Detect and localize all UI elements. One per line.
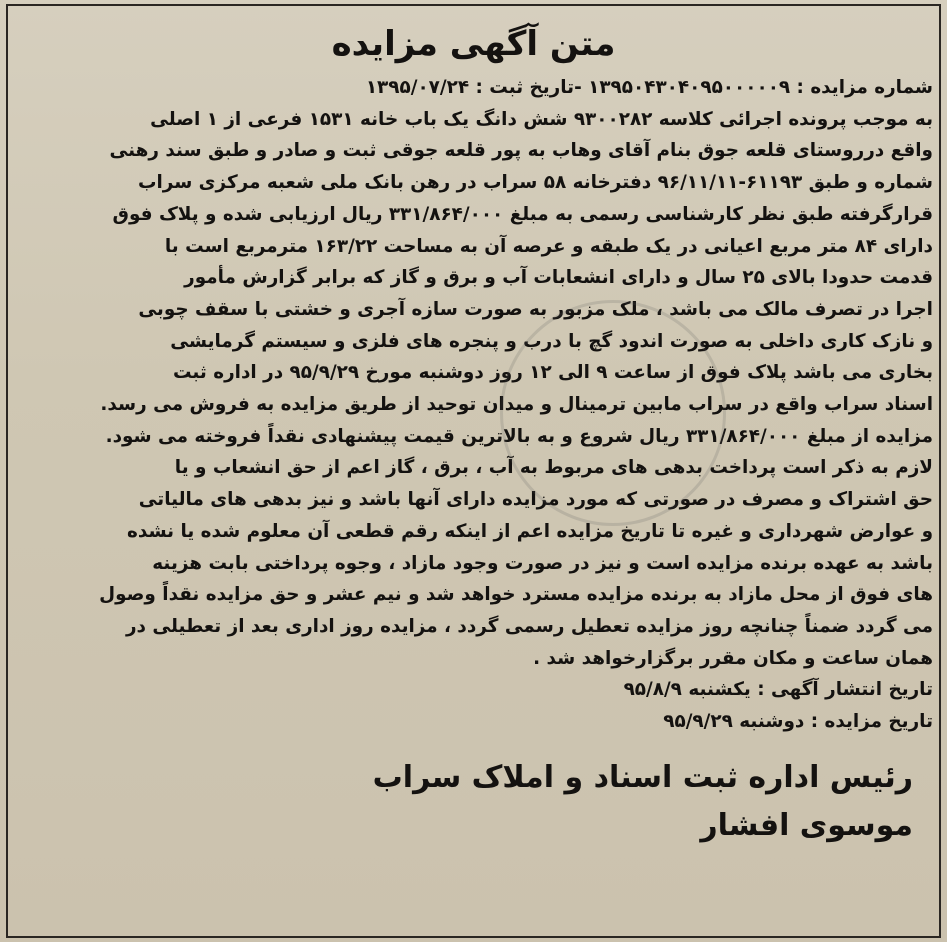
body-line: می گردد ضمناً چنانچه روز مزایده تعطیل رسمی گردد ، مزایده روز اداری بعد از تعطیلی در xyxy=(125,615,933,637)
body-line: همان ساعت و مکان مقرر برگزارخواهد شد . xyxy=(533,647,933,669)
signature-office: رئیس اداره ثبت اسناد و املاک سراب xyxy=(372,759,913,795)
publish-date-line: تاریخ انتشار آگهی : یکشنبه ۹۵/۸/۹ xyxy=(623,679,933,701)
body-line: و نازک کاری داخلی به صورت اندود گچ با درب و پنجره های فلزی و سیستم گرمایشی xyxy=(170,330,933,352)
body-line: باشد به عهده برنده مزایده است و نیز در صورت وجود مازاد ، وجوه پرداختی بابت هزینه xyxy=(152,552,933,574)
body-line: مزایده از مبلغ ۳۳۱/۸۶۴/۰۰۰ ریال شروع و به بالاترین قیمت پیشنهادی نقداً فروخته می شود. xyxy=(105,425,933,447)
body-line: به موجب پرونده اجرائی کلاسه ۹۳۰۰۲۸۲ شش دانگ یک باب خانه ۱۵۳۱ فرعی از ۱ اصلی xyxy=(150,108,933,130)
notice-title: متن آگهی مزایده xyxy=(331,24,616,64)
body-line: حق اشتراک و مصرف در صورتی که مورد مزایده دارای آنها باشد و نیز بدهی های مالیاتی xyxy=(138,489,933,511)
notice-body xyxy=(14,72,933,738)
signature-name: موسوی افشار xyxy=(700,807,913,843)
body-line: لازم به ذکر است پرداخت بدهی های مربوط به آب ، برق ، گاز اعم از حق انشعاب و یا xyxy=(174,457,933,479)
body-line: و عوارض شهرداری و غیره تا تاریخ مزایده اعم از اینکه رقم قطعی آن معلوم شده یا نشده xyxy=(126,520,933,542)
signature-block xyxy=(14,754,933,850)
body-line: قرارگرفته طبق نظر کارشناسی رسمی به مبلغ ۳۳۱/۸۶۴/۰۰۰ ریال ارزیابی شده و پلاک فوق xyxy=(112,203,933,225)
body-line: اسناد سراب واقع در سراب مابین ترمینال و میدان توحید از طریق مزایده به فروش می رسد. xyxy=(100,394,933,416)
auction-number-line: شماره مزایده : ۱۳۹۵۰۴۳۰۴۰۹۵۰۰۰۰۰۹ -تاریخ ثبت : ۱۳۹۵/۰۷/۲۴ xyxy=(365,77,933,98)
body-line: اجرا در تصرف مالک می باشد ، ملک مزبور به صورت سازه آجری و خشتی با سقف چوبی xyxy=(138,298,933,320)
body-line: بخاری می باشد پلاک فوق از ساعت ۹ الی ۱۲ روز دوشنبه مورخ ۹۵/۹/۲۹ در اداره ثبت xyxy=(172,362,933,384)
body-line: قدمت حدودا بالای ۲۵ سال و دارای انشعابات آب و برق و گاز که برابر گزارش مأمور xyxy=(184,267,933,289)
body-line: دارای ۸۴ متر مربع اعیانی در یک طبقه و عرصه آن به مساحت ۱۶۳/۲۲ مترمربع است با xyxy=(164,235,933,257)
body-line: واقع درروستای قلعه جوق بنام آقای وهاب به پور قلعه جوقی ثبت و صادر و طبق سند رهنی xyxy=(109,140,933,162)
body-line: های فوق از محل مازاد به برنده مزایده مسترد خواهد شد و نیم عشر و حق مزایده نقداً وصول xyxy=(99,584,933,606)
auction-date-line: تاریخ مزایده : دوشنبه ۹۵/۹/۲۹ xyxy=(663,711,933,733)
body-line: شماره و طبق ۶۱۱۹۳-۹۶/۱۱/۱۱ دفترخانه ۵۸ سراب در رهن بانک ملی شعبه مرکزی سراب xyxy=(137,172,933,194)
